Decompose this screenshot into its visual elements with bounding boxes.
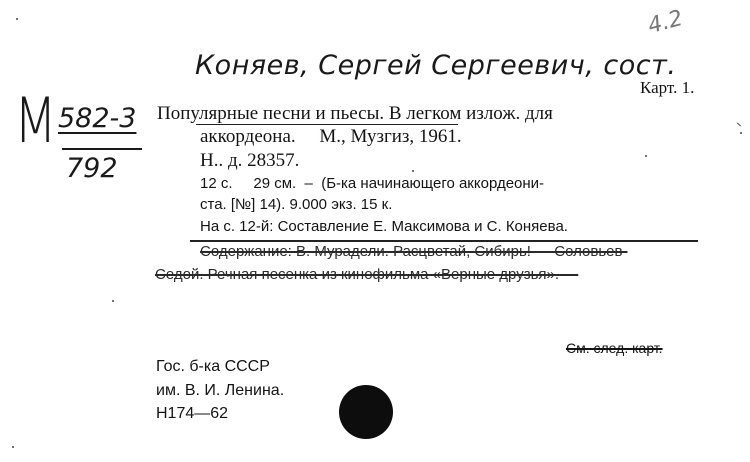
speck <box>412 170 414 172</box>
title-underline <box>196 124 458 125</box>
publisher-number-line: Н.. д. 28357. <box>200 150 300 171</box>
speck <box>16 18 18 20</box>
speck <box>736 122 741 127</box>
card-number: Карт. 1. <box>640 78 695 97</box>
library-line-3: Н174—62 <box>156 405 229 422</box>
library-line-2: им. В. И. Ленина. <box>156 382 285 399</box>
library-line-1: Гос. б-ка СССР <box>156 358 270 375</box>
contents-line-struck-2: Седой. Речная песенка из кинофильма «Верные друзья». — <box>155 266 579 283</box>
speck <box>645 155 647 157</box>
call-number-bottom: 792 <box>66 153 118 184</box>
imprint-line: аккордеона. М., Музгиз, 1961. <box>200 126 462 147</box>
series-line: ста. [№] 14). 9.000 экз. 15 к. <box>200 196 393 213</box>
collation-line: 12 с. 29 см. – (Б-ка начинающего аккордеони- <box>200 175 545 192</box>
call-letter: M <box>14 84 57 157</box>
corner-pencil-mark: 4.2 <box>645 5 686 40</box>
call-number-top: 582-3 <box>58 103 137 134</box>
punch-hole <box>339 385 393 439</box>
see-next-card: См. след. карт. <box>566 340 663 356</box>
call-divider <box>62 148 142 150</box>
speck <box>12 446 14 448</box>
author-handwritten: Коняев, Сергей Сергеевич, сост. <box>195 50 677 81</box>
title-line: Популярные песни и пьесы. В легком излож. для <box>157 103 553 124</box>
strike-rule <box>190 240 698 242</box>
contents-line-struck: Содержание: В. Мурадели. Расцветай, Сибирь! — Соловьев- <box>200 243 628 260</box>
speck <box>112 300 114 302</box>
compiler-note-line: На с. 12-й: Составление Е. Максимова и С. Коняева. <box>200 218 568 235</box>
speck <box>740 132 742 134</box>
